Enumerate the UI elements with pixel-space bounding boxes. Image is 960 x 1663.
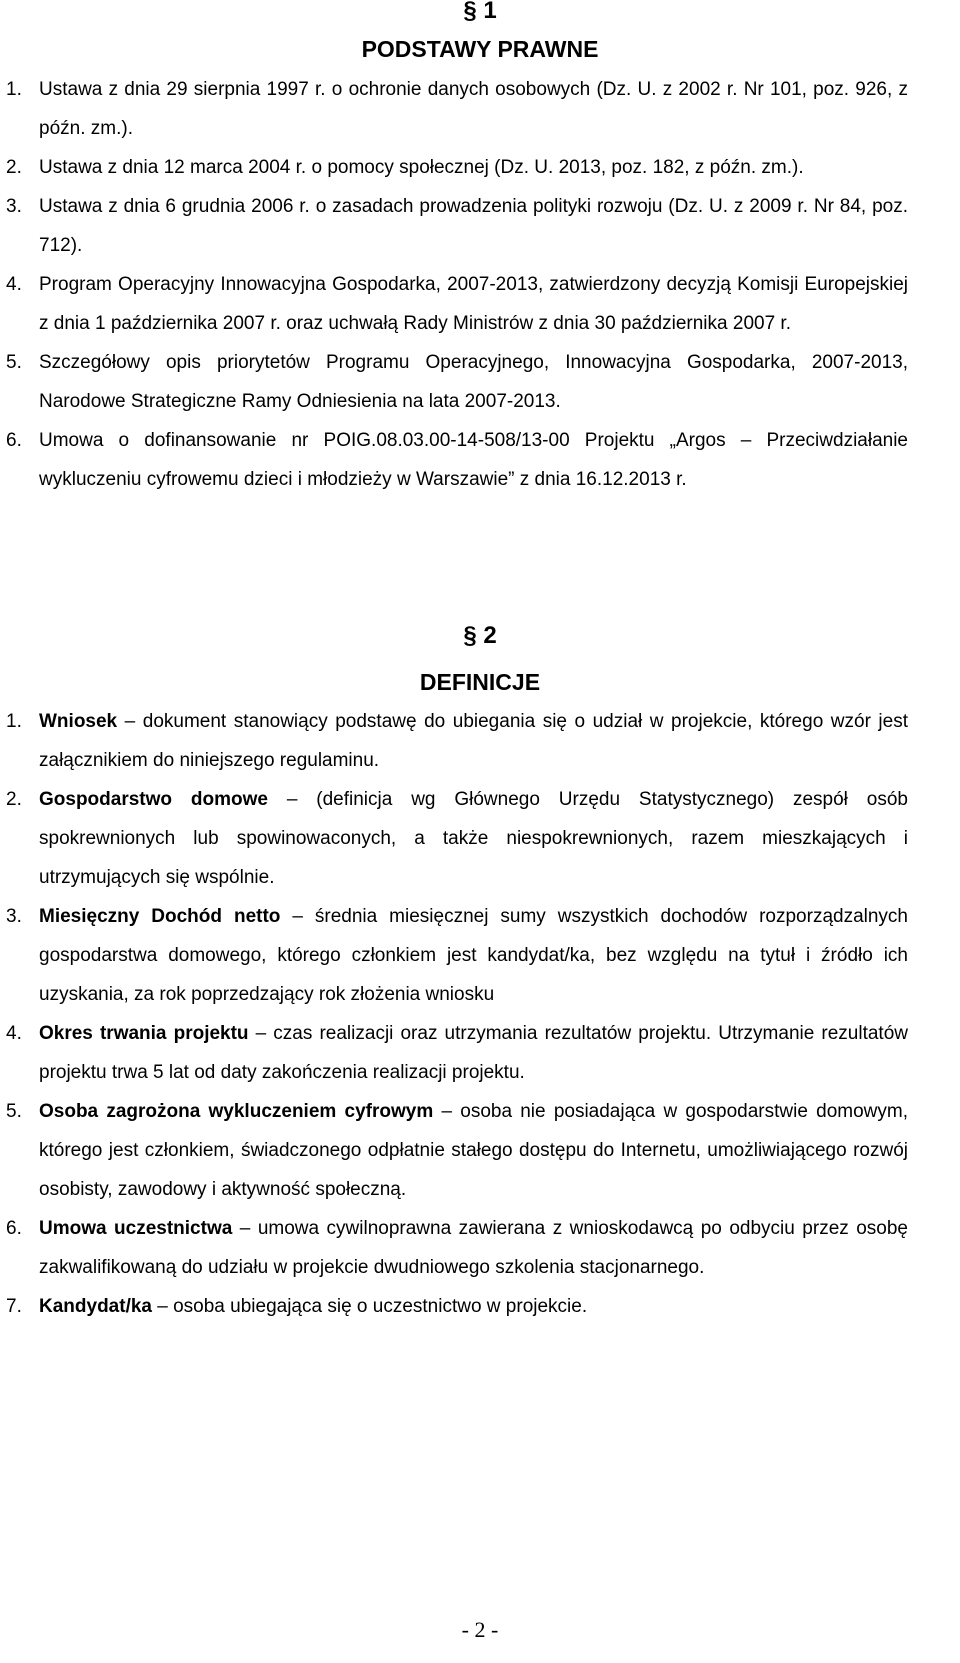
list-item bbox=[0, 265, 960, 343]
list-item bbox=[0, 70, 960, 148]
item-text: Program Operacyjny Innowacyjna Gospodarka, 2007-2013, zatwierdzony decyzją Komisji Europejskiej z dnia 1 października 2007 r. oraz uchwałą Rady Ministrów z dnia 30 października 2007 r. bbox=[39, 274, 908, 334]
list-item bbox=[0, 897, 960, 1014]
list-item bbox=[0, 1209, 960, 1287]
definition-body: – czas realizacji oraz utrzymania rezultatów projektu. Utrzymanie rezultatów projektu trwa 5 lat od daty zakończenia realizacji projektu. bbox=[39, 1023, 909, 1083]
item-text: Ustawa z dnia 6 grudnia 2006 r. o zasadach prowadzenia polityki rozwoju (Dz. U. z 2009 r. Nr 84, poz. 712). bbox=[39, 196, 908, 256]
section-2-mark: § 2 bbox=[463, 622, 497, 649]
definition-body: – dokument stanowiący podstawę do ubiegania się o udział w projekcie, którego wzór jest załącznikiem do niniejszego regulaminu. bbox=[39, 711, 908, 771]
list-item bbox=[0, 187, 960, 265]
list-item bbox=[0, 1287, 960, 1326]
item-text bbox=[39, 897, 908, 1014]
item-number: 6. bbox=[6, 430, 22, 451]
definition-term: Wniosek bbox=[39, 711, 118, 732]
list-item bbox=[0, 1014, 960, 1092]
item-number: 5. bbox=[6, 352, 22, 373]
item-number: 6. bbox=[6, 1218, 22, 1239]
item-text bbox=[39, 1014, 908, 1092]
definition-body: – (definicja wg Głównego Urzędu Statystycznego) zespół osób spokrewnionych lub spowinowaconych, a także niespokrewnionych, razem mieszkających i utrzymujących się wspólnie. bbox=[39, 789, 908, 888]
item-number: 5. bbox=[6, 1101, 22, 1122]
item-number: 4. bbox=[6, 274, 22, 295]
item-number: 2. bbox=[6, 789, 22, 810]
section-1-mark: § 1 bbox=[463, 0, 497, 24]
item-number: 3. bbox=[6, 906, 22, 927]
item-text: Ustawa z dnia 29 sierpnia 1997 r. o ochronie danych osobowych (Dz. U. z 2002 r. Nr 101, poz. 926, z późn. zm.). bbox=[39, 79, 908, 139]
page-number: - 2 - bbox=[461, 1617, 499, 1642]
definition-body: – osoba ubiegająca się o uczestnictwo w projekcie. bbox=[151, 1296, 588, 1317]
section-1-title: PODSTAWY PRAWNE bbox=[361, 36, 599, 62]
item-text bbox=[39, 702, 908, 780]
definition-term: Umowa uczestnictwa bbox=[39, 1218, 233, 1239]
list-item bbox=[0, 1092, 960, 1209]
item-number: 1. bbox=[6, 79, 22, 100]
legal-basis-list bbox=[0, 70, 960, 499]
list-item bbox=[0, 702, 960, 780]
definition-term: Gospodarstwo domowe bbox=[39, 789, 268, 810]
definition-body: – umowa cywilnoprawna zawierana z wnioskodawcą po odbyciu przez osobę zakwalifikowaną do udziału w projekcie dwudniowego szkolenia stacjonarnego. bbox=[39, 1218, 908, 1278]
definition-term: Okres trwania projektu bbox=[39, 1023, 249, 1044]
definition-term: Kandydat/ka bbox=[39, 1296, 152, 1317]
item-text: Umowa o dofinansowanie nr POIG.08.03.00-14-508/13-00 Projektu „Argos – Przeciwdziałanie wykluczeniu cyfrowemu dzieci i młodzieży w Warszawie” z dnia 16.12.2013 r. bbox=[39, 430, 908, 490]
item-text: Szczegółowy opis priorytetów Programu Operacyjnego, Innowacyjna Gospodarka, 2007-2013, Narodowe Strategiczne Ramy Odniesienia na lata 2007-2013. bbox=[39, 352, 908, 412]
list-item bbox=[0, 421, 960, 499]
item-number: 3. bbox=[6, 196, 22, 217]
definition-term: Osoba zagrożona wykluczeniem cyfrowym bbox=[39, 1101, 434, 1122]
definition-body: – osoba nie posiadająca w gospodarstwie domowym, którego jest członkiem, świadczonego odpłatnie stałego dostępu do Internetu, umożliwiającego rozwój osobisty, zawodowy i aktywność społeczną. bbox=[39, 1101, 908, 1200]
item-text: Ustawa z dnia 12 marca 2004 r. o pomocy społecznej (Dz. U. 2013, poz. 182, z późn. zm.). bbox=[39, 157, 804, 178]
list-item bbox=[0, 343, 960, 421]
item-number: 7. bbox=[6, 1296, 22, 1317]
item-text bbox=[39, 780, 908, 897]
item-text bbox=[39, 1209, 908, 1287]
definitions-list bbox=[0, 702, 960, 1326]
list-item bbox=[0, 780, 960, 897]
item-number: 4. bbox=[6, 1023, 22, 1044]
item-text bbox=[39, 1092, 908, 1209]
section-2-title: DEFINICJE bbox=[419, 669, 541, 695]
item-number: 1. bbox=[6, 711, 22, 732]
item-number: 2. bbox=[6, 157, 22, 178]
list-item bbox=[0, 148, 960, 187]
definition-term: Miesięczny Dochód netto bbox=[39, 906, 281, 927]
item-text bbox=[39, 1287, 908, 1326]
definition-body: – średnia miesięcznej sumy wszystkich dochodów rozporządzalnych gospodarstwa domowego, którego członkiem jest kandydat/ka, bez względu na tytuł i źródło ich uzyskania, za rok poprzedzający rok złożenia wniosku bbox=[39, 906, 909, 1005]
